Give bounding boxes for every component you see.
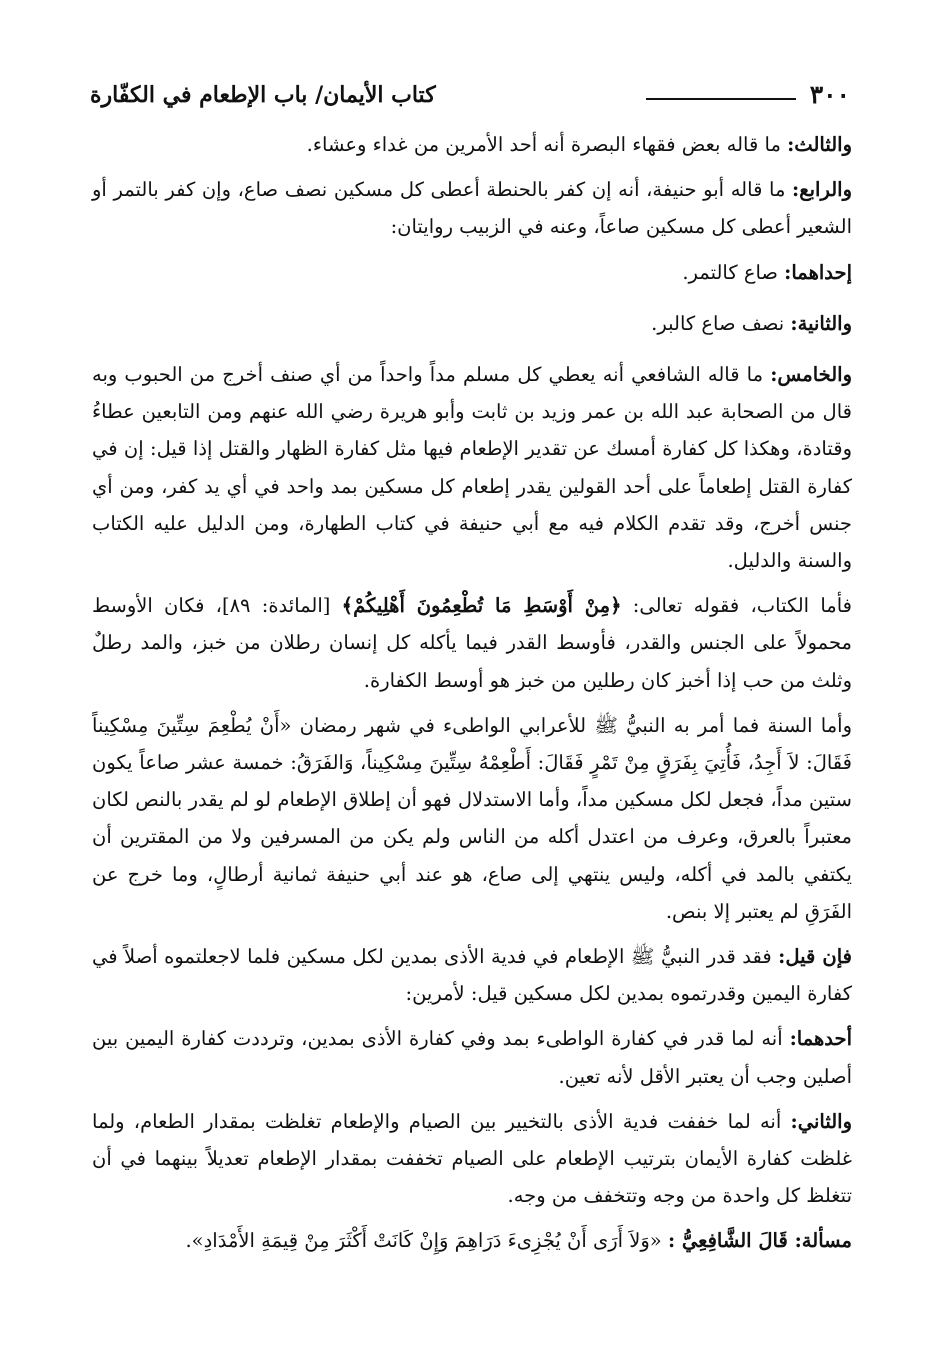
paragraph-text: «وَلاَ أَرَى أَنْ يُجْزِىءَ دَرَاهِمَ وَإِنْ كَانَتْ أَكْثَرَ مِنْ قِيمَةِ الأَمْدَادِ». <box>185 1229 668 1253</box>
paragraph-text: صاع كالتمر. <box>682 260 785 284</box>
paragraph-masala <box>92 1222 852 1259</box>
paragraph-first-narration <box>92 254 852 291</box>
paragraph-fourth-opinion <box>92 171 852 245</box>
paragraph-text: نصف صاع كالبر. <box>651 311 791 335</box>
paragraph-text: أنه لما خففت فدية الأذى بالتخيير بين الصيام والإطعام تغلظت بمقدار الطعام، ولما غلظت كفارة الأيمان بترتيب الإطعام على الصيام تخففت بمقدار الإطعام تعديلاً بينهما في أن تتغلظ كل واحدة من وجه وتتخفف من وجه. <box>92 1109 852 1208</box>
page-number: ٣٠٠ <box>809 80 850 109</box>
paragraph-text-before: فأما الكتاب، فقوله تعالى: <box>621 594 852 618</box>
paragraph-fifth-opinion <box>92 356 852 579</box>
running-head: كتاب الأيمان/ باب الإطعام في الكفّارة <box>90 82 436 108</box>
paragraph-lead: إحداهما: <box>784 260 852 284</box>
paragraph-text: ما قاله بعض فقهاء البصرة أنه أحد الأمرين من غداء وعشاء. <box>306 133 788 156</box>
quran-verse: ﴿مِنْ أَوْسَطِ مَا تُطْعِمُونَ أَهْلِيكُمْ﴾ <box>341 594 622 618</box>
paragraph-lead: والثانية: <box>790 311 852 335</box>
paragraph-text: ما قاله أبو حنيفة، أنه إن كفر بالحنطة أعطى كل مسكين نصف صاع، وإن كفر بالتمر أو الشعير أعطى كل مسكين صاعاً، وعنه في الزبيب روايتان: <box>92 178 852 239</box>
paragraph-first-reply <box>92 1020 852 1094</box>
paragraph-text-after: خمسة عشر صاعاً يكون ستين مداً، فجعل لكل مسكين مداً، وأما الاستدلال فهو أن إطلاق الإطعام لو لم يقدر بالنص لكان معتبراً بالعرق، وعرف من اعتدل أكله من الناس ولم يكن من المسرفين ولا من المقترين أن يكتفي بالمد في أكله، وليس ينتهي إلى صاع، هو عند أبي حنيفة ثمانية أرطالٍ، وما خرج عن الفَرَقِ لم يعتبر إلا بنص. <box>92 751 852 923</box>
paragraph-text-before: وأما السنة فما أمر به النبيُّ ﷺ للأعرابي الواطىء في شهر رمضان <box>291 713 853 737</box>
paragraph-second-narration <box>92 305 852 342</box>
body-text <box>92 126 852 1268</box>
paragraph-text: أنه لما قدر في كفارة الواطىء بمد وفي كفارة الأذى بمدين، وترددت كفارة اليمين بين أصلين وجب أن يعتبر الأقل لأنه تعين. <box>92 1027 852 1088</box>
paragraph-text: فقد قدر النبيُّ ﷺ الإطعام في فدية الأذى بمدين لكل مسكين فلما لاجعلتموه أصلاً في كفارة اليمين وقدرتموه بمدين لكل مسكين قيل: لأمرين: <box>92 945 852 1006</box>
paragraph-second-reply <box>92 1103 852 1215</box>
paragraph-lead: فإن قيل: <box>778 945 852 969</box>
paragraph-lead: أحدهما: <box>789 1027 852 1051</box>
paragraph-lead: والثالث: <box>787 133 852 156</box>
paragraph-lead: والرابع: <box>792 178 852 202</box>
paragraph-lead: والثاني: <box>790 1109 852 1133</box>
paragraph-sunnah-evidence <box>92 707 852 930</box>
header-rule <box>646 98 796 100</box>
paragraph-lead: مسألة: قَالَ الشَّافِعِيُّ : <box>667 1229 852 1253</box>
paragraph-text: ما قاله الشافعي أنه يعطي كل مسلم مداً واحداً من أي صنف أخرج من الحبوب وبه قال من الصحابة عبد الله بن عمر وزيد بن ثابت وأبو هريرة رضي الله عنهم ومن التابعين عطاءُ وقتادة، وهكذا كل كفارة أمسك عن تقدير الإطعام فيها مثل كفارة الظهار والقتل إذا قيل: إن في كفارة القتل إطعاماً على أحد القولين يقدر إطعام كل مسكين بمد واحد في أي يد كفر، ومن أي جنس أخرج، وقد تقدم الكلام فيه مع أبي حنيفة في كتاب الطهارة، ومن الدليل عليه الكتاب والسنة والدليل. <box>92 363 852 573</box>
page-header <box>90 78 850 114</box>
hadith-quote: «أَنْ يُطْعِمَ سِتِّينَ مِسْكِيناً فَقَالَ: لاَ أَجِدُ، فَأُتِيَ بِفَرَقٍ مِنْ تَمْرٍ فَقَالَ: أَطْعِمْهُ سِتِّينَ مِسْكِيناً، وَالفَرَقُ: <box>92 713 852 775</box>
paragraph-third-opinion <box>92 126 852 163</box>
paragraph-lead: والخامس: <box>770 363 852 387</box>
paragraph-book-evidence <box>92 587 852 699</box>
paragraph-text-after: [المائدة: ٨٩]، فكان الأوسط محمولاً على الجنس والقدر، فأوسط القدر فيما يأكله كل إنسان رطلان من خبز، والمد رطلٌ وثلث من حب إذا أخبز كان رطلين من خبز هو أوسط الكفارة. <box>92 594 852 692</box>
paragraph-objection <box>92 938 852 1012</box>
